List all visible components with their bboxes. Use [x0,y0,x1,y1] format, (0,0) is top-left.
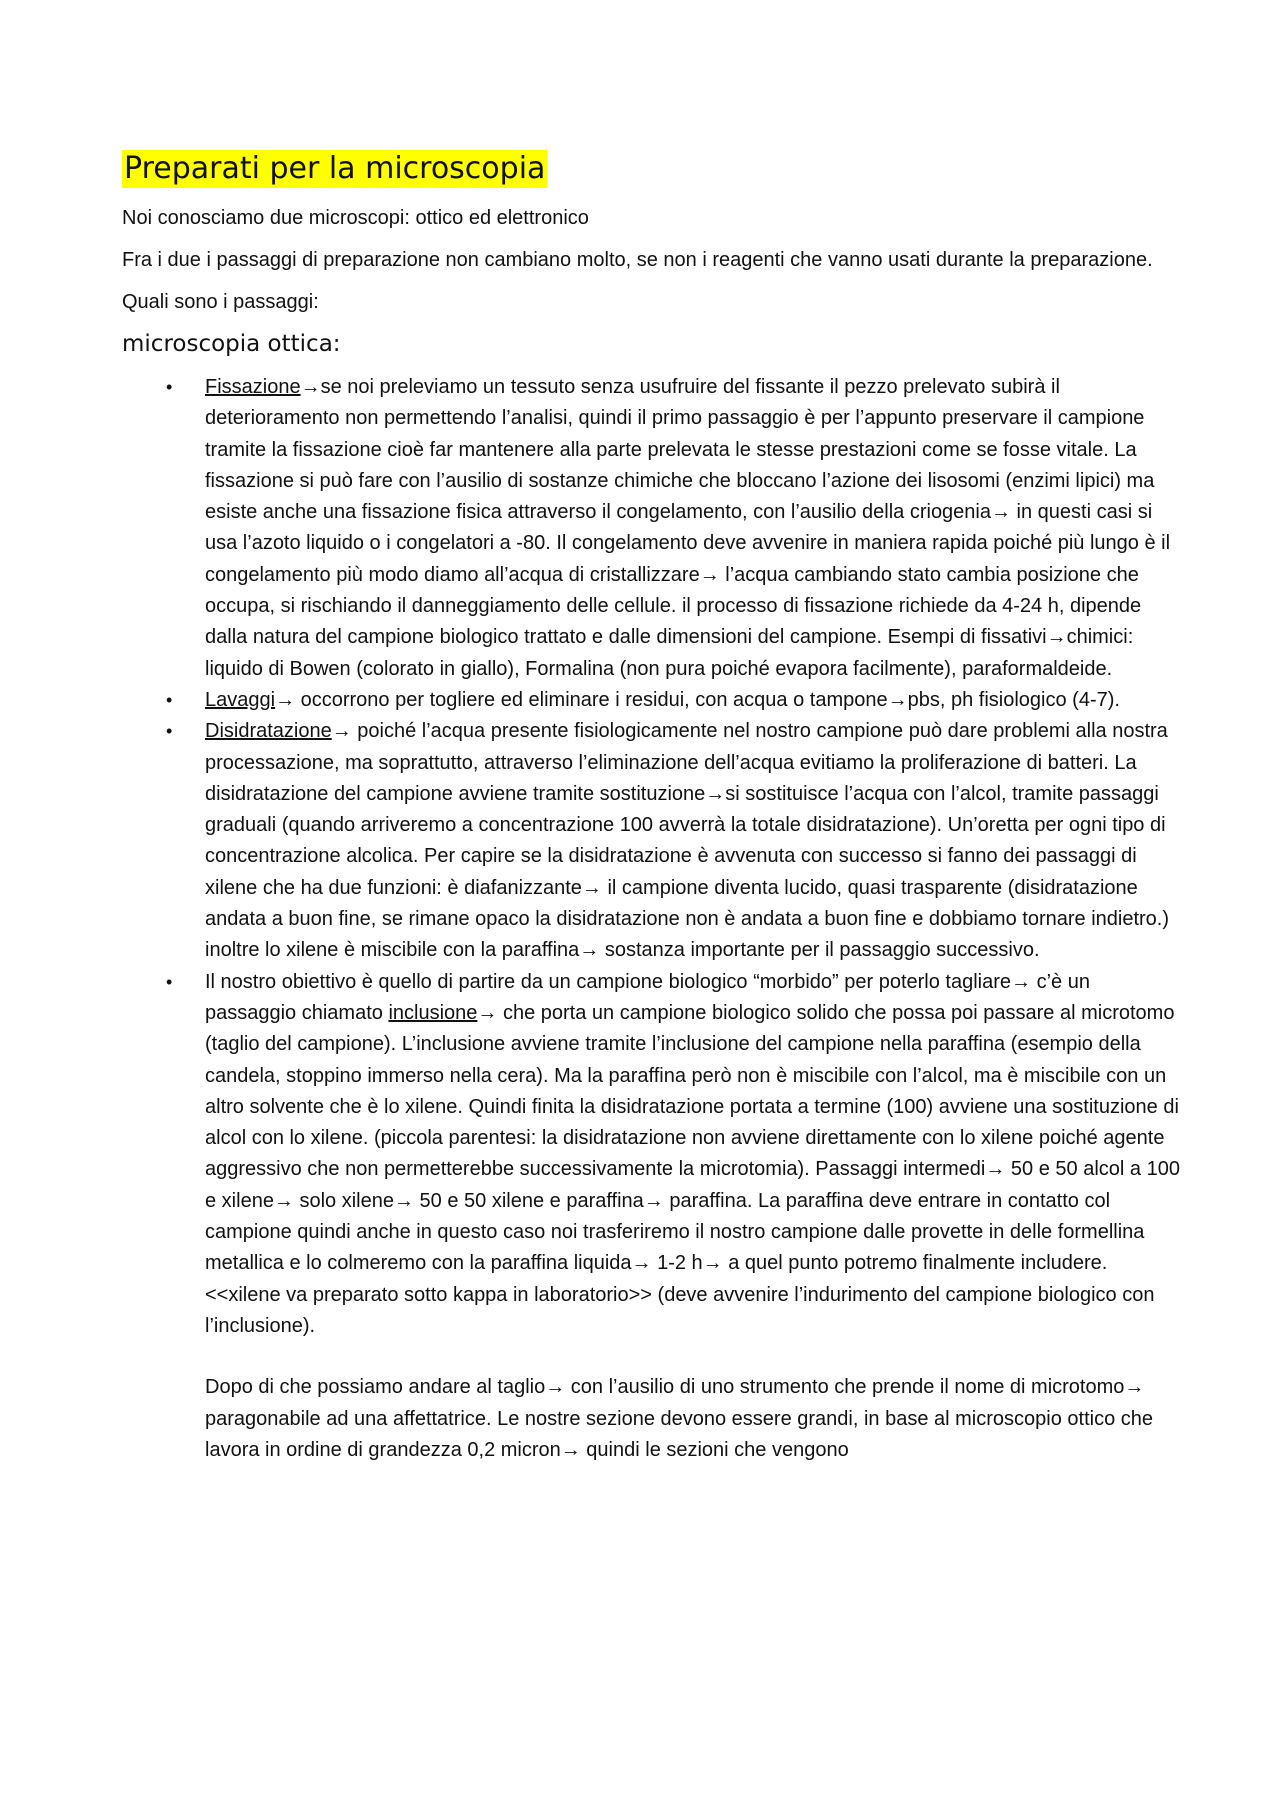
bullet-icon: • [166,721,173,742]
list-item-disidratazione [122,716,1180,966]
bullet-icon: • [166,971,173,992]
item-text: → occorrono per togliere ed eliminare i residui, con acqua o tampone→pbs, ph fisiologico (4-7). [275,688,1120,711]
item-text: → poiché l’acqua presente fisiologicamente nel nostro campione può dare problemi alla nostra processazione, ma soprattutto, attraverso l’eliminazione dell’acqua evitiamo la proliferazione di batteri. La disidratazione del campione avviene tramite sostituzione→si sostituisce l’acqua con l’alcol, tramite passaggi graduali (quando arriveremo a concentrazione 100 avverrà la totale disidratazione). Un’oretta per ogni tipo di concentrazione alcolica. Per capire se la disidratazione è avvenuta con successo si fanno dei passaggi di xilene che ha due funzioni: è diafanizzante→ il campione diventa lucido, quasi trasparente (disidratazione andata a buon fine, se rimane opaco la disidratazione non è andata a buon fine e dobbiamo tornare indietro.) inoltre lo xilene è miscibile con la paraffina→ sostanza importante per il passaggio successivo. [205,720,1170,962]
intro-paragraph: Noi conosciamo due microscopi: ottico ed elettronico [122,207,589,229]
bullet-icon: • [166,689,173,710]
page-title: Preparati per la microscopia [124,151,546,186]
preparation-paragraph: Fra i due i passaggi di preparazione non cambiano molto, se non i reagenti che vanno usati durante la preparazione. [122,249,1153,271]
subheading: microscopia ottica: [122,331,341,357]
list-item-lavaggi [122,685,1180,716]
item-text: →se noi preleviamo un tessuto senza usufruire del fissante il pezzo prelevato subirà il deterioramento non permettendo l’analisi, quindi il primo passaggio è per l’appunto preservare il campione tramite la fissazione cioè far mantenere alla parte prelevata le stesse prestazioni come se fosse vitale. La fissazione si può fare con l’ausilio di sostanze chimiche che bloccano l’azione dei lisosomi (enzimi lipici) ma esiste anche una fissazione fisica attraverso il congelamento, con l’ausilio della criogenia→ in questi casi si usa l’azoto liquido o i congelatori a -80. Il congelamento deve avvenire in maniera rapida poiché più lungo è il congelamento più modo diamo all’acqua di cristallizzare→ l’acqua cambiando stato cambia posizione che occupa, si rischiando il danneggiamento delle cellule. il processo di fissazione richiede da 4-24 h, dipende dalla natura del campione biologico trattato e dalle dimensioni del campione. Esempi di fissativi→chimici: liquido di Bowen (colorato in giallo), Formalina (non pura poiché evapora facilmente), paraformaldeide. [205,376,1171,680]
term-lavaggi: Lavaggi [205,688,276,711]
term-inclusione: inclusione [388,1001,478,1024]
steps-intro-paragraph: Quali sono i passaggi: [122,291,319,313]
steps-list [122,372,1180,1342]
list-item-inclusione [122,967,1180,1343]
item-text-before: Il nostro obiettivo è quello di partire da un campione biologico “morbido” per poterlo tagliare→ c’è un passaggio chiamato [205,970,1090,1024]
term-fissazione: Fissazione [205,376,301,398]
term-disidratazione: Disidratazione [205,720,332,743]
item-text: → che porta un campione biologico solido che possa poi passare al microtomo (taglio del campione). L’inclusione avviene tramite l’inclusione del campione nella paraffina (esempio della candela, stoppino immerso nella cera). Ma la paraffina però non è miscibile con l’alcol, ma è miscibile con un altro solvente che è lo xilene. Quindi finita la disidratazione portata a termine (100) avviene una sostituzione di alcol con lo xilene. (piccola parentesi: la disidratazione non avviene direttamente con lo xilene poiché agente aggressivo che non permetterebbe successivamente la microtomia). Passaggi intermedi→ 50 e 50 alcol a 100 e xilene→ solo xilene→ 50 e 50 xilene e paraffina→ paraffina. La paraffina deve entrare in contatto col campione quindi anche in questo caso noi trasferiremo il nostro campione dalle provette in delle formellina metallica e lo colmeremo con la paraffina liquida→ 1-2 h→ a quel punto potremo finalmente includere. <<xilene va preparato sotto kappa in laboratorio>> (deve avvenire l’indurimento del campione biologico con l’inclusione). [205,1001,1180,1337]
list-item-fissazione [122,372,1180,685]
bullet-icon: • [166,377,173,397]
continuation-paragraph: Dopo di che possiamo andare al taglio→ con l’ausilio di uno strumento che prende il nome di microtomo→ paragonabile ad una affettatrice. Le nostre sezione devono essere grandi, in base al microscopio ottico che lavora in ordine di grandezza 0,2 micron→ quindi le sezioni che vengono [205,1376,1154,1461]
